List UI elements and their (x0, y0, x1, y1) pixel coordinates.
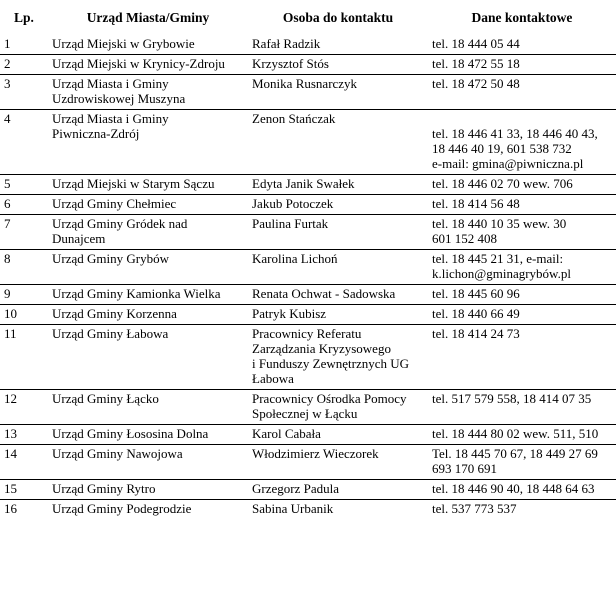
cell-osoba-line: Monika Rusnarczyk (252, 76, 358, 91)
cell-lp: 7 (4, 216, 11, 231)
cell-dane-line: tel. 517 579 558, 18 414 07 35 (432, 391, 592, 406)
cell-osoba-line: Pracownicy Referatu (252, 326, 362, 341)
cell-lp: 1 (4, 36, 11, 51)
cell-osoba (248, 285, 428, 305)
cell-urzad (48, 55, 248, 75)
cell-urzad-line: Urząd Gminy Łososina Dolna (52, 426, 209, 441)
cell-osoba (248, 500, 428, 520)
cell-osoba-line: Włodzimierz Wieczorek (252, 446, 379, 461)
cell-lp: 15 (4, 481, 17, 496)
table-row (0, 35, 616, 55)
cell-dane (428, 195, 616, 215)
cell-urzad-line: Urząd Miejski w Starym Sączu (52, 176, 215, 191)
cell-urzad (48, 35, 248, 55)
table-row (0, 110, 616, 175)
cell-urzad-line: Urząd Gminy Gródek nad (52, 216, 188, 231)
cell-osoba (248, 195, 428, 215)
cell-osoba-line: Edyta Janik Swałek (252, 176, 355, 191)
cell-osoba (248, 445, 428, 480)
contacts-table (0, 6, 616, 519)
cell-urzad-line: Urząd Gminy Kamionka Wielka (52, 286, 221, 301)
cell-urzad (48, 480, 248, 500)
cell-dane (428, 215, 616, 250)
cell-urzad (48, 175, 248, 195)
cell-lp: 5 (4, 176, 11, 191)
cell-osoba-line: Pracownicy Ośrodka Pomocy (252, 391, 407, 406)
cell-dane-line: 601 152 408 (432, 231, 497, 246)
cell-urzad-line: Urząd Gminy Grybów (52, 251, 169, 266)
cell-dane-line: Tel. 18 445 70 67, 18 449 27 69 (432, 446, 598, 461)
cell-lp: 11 (4, 326, 17, 341)
cell-dane (428, 55, 616, 75)
cell-dane-line: 18 446 40 19, 601 538 732 (432, 141, 572, 156)
cell-dane (428, 390, 616, 425)
table-row (0, 215, 616, 250)
cell-dane-line: e-mail: gmina@piwniczna.pl (432, 156, 584, 171)
cell-dane-line: 693 170 691 (432, 461, 497, 476)
cell-urzad (48, 305, 248, 325)
cell-osoba-line: Jakub Potoczek (252, 196, 334, 211)
cell-urzad-line: Urząd Miasta i Gminy (52, 76, 169, 91)
cell-osoba-line: i Funduszy Zewnętrznych UG (252, 356, 410, 371)
cell-dane-line: tel. 18 440 10 35 wew. 30 (432, 216, 567, 231)
cell-osoba-line: Paulina Furtak (252, 216, 329, 231)
table-row (0, 285, 616, 305)
cell-dane-line: tel. 18 414 56 48 (432, 196, 520, 211)
cell-osoba-line: Społecznej w Łącku (252, 406, 358, 421)
header-osoba: Osoba do kontaktu (282, 10, 394, 25)
cell-dane-line: tel. 18 445 21 31, e-mail: (432, 251, 564, 266)
cell-lp: 14 (4, 446, 17, 461)
cell-osoba-line: Patryk Kubisz (252, 306, 327, 321)
cell-urzad (48, 250, 248, 285)
cell-urzad (48, 215, 248, 250)
cell-osoba-line: Zarządzania Kryzysowego (252, 341, 391, 356)
cell-osoba-line: Krzysztof Stós (252, 56, 329, 71)
cell-lp: 3 (4, 76, 11, 91)
cell-dane (428, 175, 616, 195)
cell-osoba (248, 390, 428, 425)
table-header (0, 6, 616, 35)
table-row (0, 305, 616, 325)
cell-urzad-line: Urząd Gminy Chełmiec (52, 196, 177, 211)
cell-lp: 9 (4, 286, 11, 301)
cell-lp: 4 (4, 111, 11, 126)
header-lp: Lp. (14, 10, 34, 25)
cell-urzad (48, 445, 248, 480)
cell-osoba-line: Karolina Lichoń (252, 251, 338, 266)
cell-urzad-line: Urząd Gminy Łącko (52, 391, 159, 406)
cell-dane-line: tel. 18 445 60 96 (432, 286, 520, 301)
table-body (0, 35, 616, 519)
cell-dane-line: tel. 18 446 90 40, 18 448 64 63 (432, 481, 595, 496)
cell-urzad (48, 110, 248, 175)
cell-urzad (48, 390, 248, 425)
table-row (0, 175, 616, 195)
table-row (0, 500, 616, 520)
table-row (0, 55, 616, 75)
header-urzad: Urząd Miasta/Gminy (86, 10, 210, 25)
table-row (0, 75, 616, 110)
cell-urzad (48, 500, 248, 520)
cell-dane (428, 325, 616, 390)
cell-dane-line (432, 111, 616, 126)
cell-urzad-line: Urząd Gminy Podegrodzie (52, 501, 192, 516)
cell-dane (428, 250, 616, 285)
cell-dane-line: tel. 18 472 50 48 (432, 76, 520, 91)
cell-urzad-line: Urząd Gminy Korzenna (52, 306, 177, 321)
cell-osoba-line: Rafał Radzik (252, 36, 321, 51)
header-dane: Dane kontaktowe (471, 10, 573, 25)
cell-dane-line: tel. 18 446 02 70 wew. 706 (432, 176, 573, 191)
cell-osoba (248, 480, 428, 500)
cell-urzad (48, 325, 248, 390)
table-row (0, 195, 616, 215)
cell-lp: 8 (4, 251, 11, 266)
cell-urzad-line: Urząd Miejski w Krynicy-Zdroju (52, 56, 225, 71)
cell-dane (428, 35, 616, 55)
cell-urzad (48, 425, 248, 445)
cell-dane-line: tel. 18 440 66 49 (432, 306, 520, 321)
cell-dane (428, 500, 616, 520)
table-row (0, 325, 616, 390)
cell-urzad-line: Piwniczna-Zdrój (52, 126, 140, 141)
cell-dane (428, 480, 616, 500)
cell-dane (428, 425, 616, 445)
table-row (0, 250, 616, 285)
cell-lp: 6 (4, 196, 11, 211)
cell-osoba-line: Karol Cabała (252, 426, 321, 441)
cell-osoba-line: Grzegorz Padula (252, 481, 339, 496)
cell-urzad (48, 195, 248, 215)
cell-dane-line: tel. 18 472 55 18 (432, 56, 520, 71)
cell-lp: 2 (4, 56, 11, 71)
cell-osoba-line: Sabina Urbanik (252, 501, 334, 516)
cell-osoba-line: Zenon Stańczak (252, 111, 336, 126)
cell-urzad-line: Urząd Miasta i Gminy (52, 111, 169, 126)
cell-osoba (248, 215, 428, 250)
table-row (0, 390, 616, 425)
cell-urzad-line: Urząd Gminy Rytro (52, 481, 156, 496)
cell-urzad (48, 75, 248, 110)
table-row (0, 445, 616, 480)
cell-dane (428, 75, 616, 110)
cell-dane-line: tel. 18 444 80 02 wew. 511, 510 (432, 426, 599, 441)
cell-osoba (248, 75, 428, 110)
cell-lp: 16 (4, 501, 17, 516)
cell-urzad-line: Uzdrowiskowej Muszyna (52, 91, 186, 106)
cell-dane (428, 305, 616, 325)
cell-osoba (248, 35, 428, 55)
cell-dane (428, 110, 616, 175)
cell-dane-line: tel. 18 444 05 44 (432, 36, 520, 51)
cell-urzad-line: Urząd Miejski w Grybowie (52, 36, 195, 51)
table-row (0, 425, 616, 445)
cell-lp: 12 (4, 391, 17, 406)
cell-osoba-line: Łabowa (252, 371, 294, 386)
cell-osoba (248, 55, 428, 75)
cell-lp: 13 (4, 426, 17, 441)
cell-osoba (248, 110, 428, 175)
header-row (0, 6, 616, 35)
cell-dane-line: k.lichon@gminagrybów.pl (432, 266, 571, 281)
cell-urzad-line: Dunajcem (52, 231, 106, 246)
cell-urzad (48, 285, 248, 305)
cell-osoba (248, 175, 428, 195)
cell-lp: 10 (4, 306, 17, 321)
cell-dane-line: tel. 18 446 41 33, 18 446 40 43, (432, 126, 598, 141)
cell-urzad-line: Urząd Gminy Nawojowa (52, 446, 183, 461)
cell-dane (428, 285, 616, 305)
cell-osoba (248, 305, 428, 325)
table-row (0, 480, 616, 500)
cell-osoba (248, 425, 428, 445)
cell-osoba (248, 250, 428, 285)
cell-dane-line: tel. 537 773 537 (432, 501, 517, 516)
cell-dane (428, 445, 616, 480)
cell-dane-line: tel. 18 414 24 73 (432, 326, 520, 341)
cell-osoba-line: Renata Ochwat - Sadowska (252, 286, 396, 301)
cell-urzad-line: Urząd Gminy Łabowa (52, 326, 169, 341)
cell-osoba (248, 325, 428, 390)
